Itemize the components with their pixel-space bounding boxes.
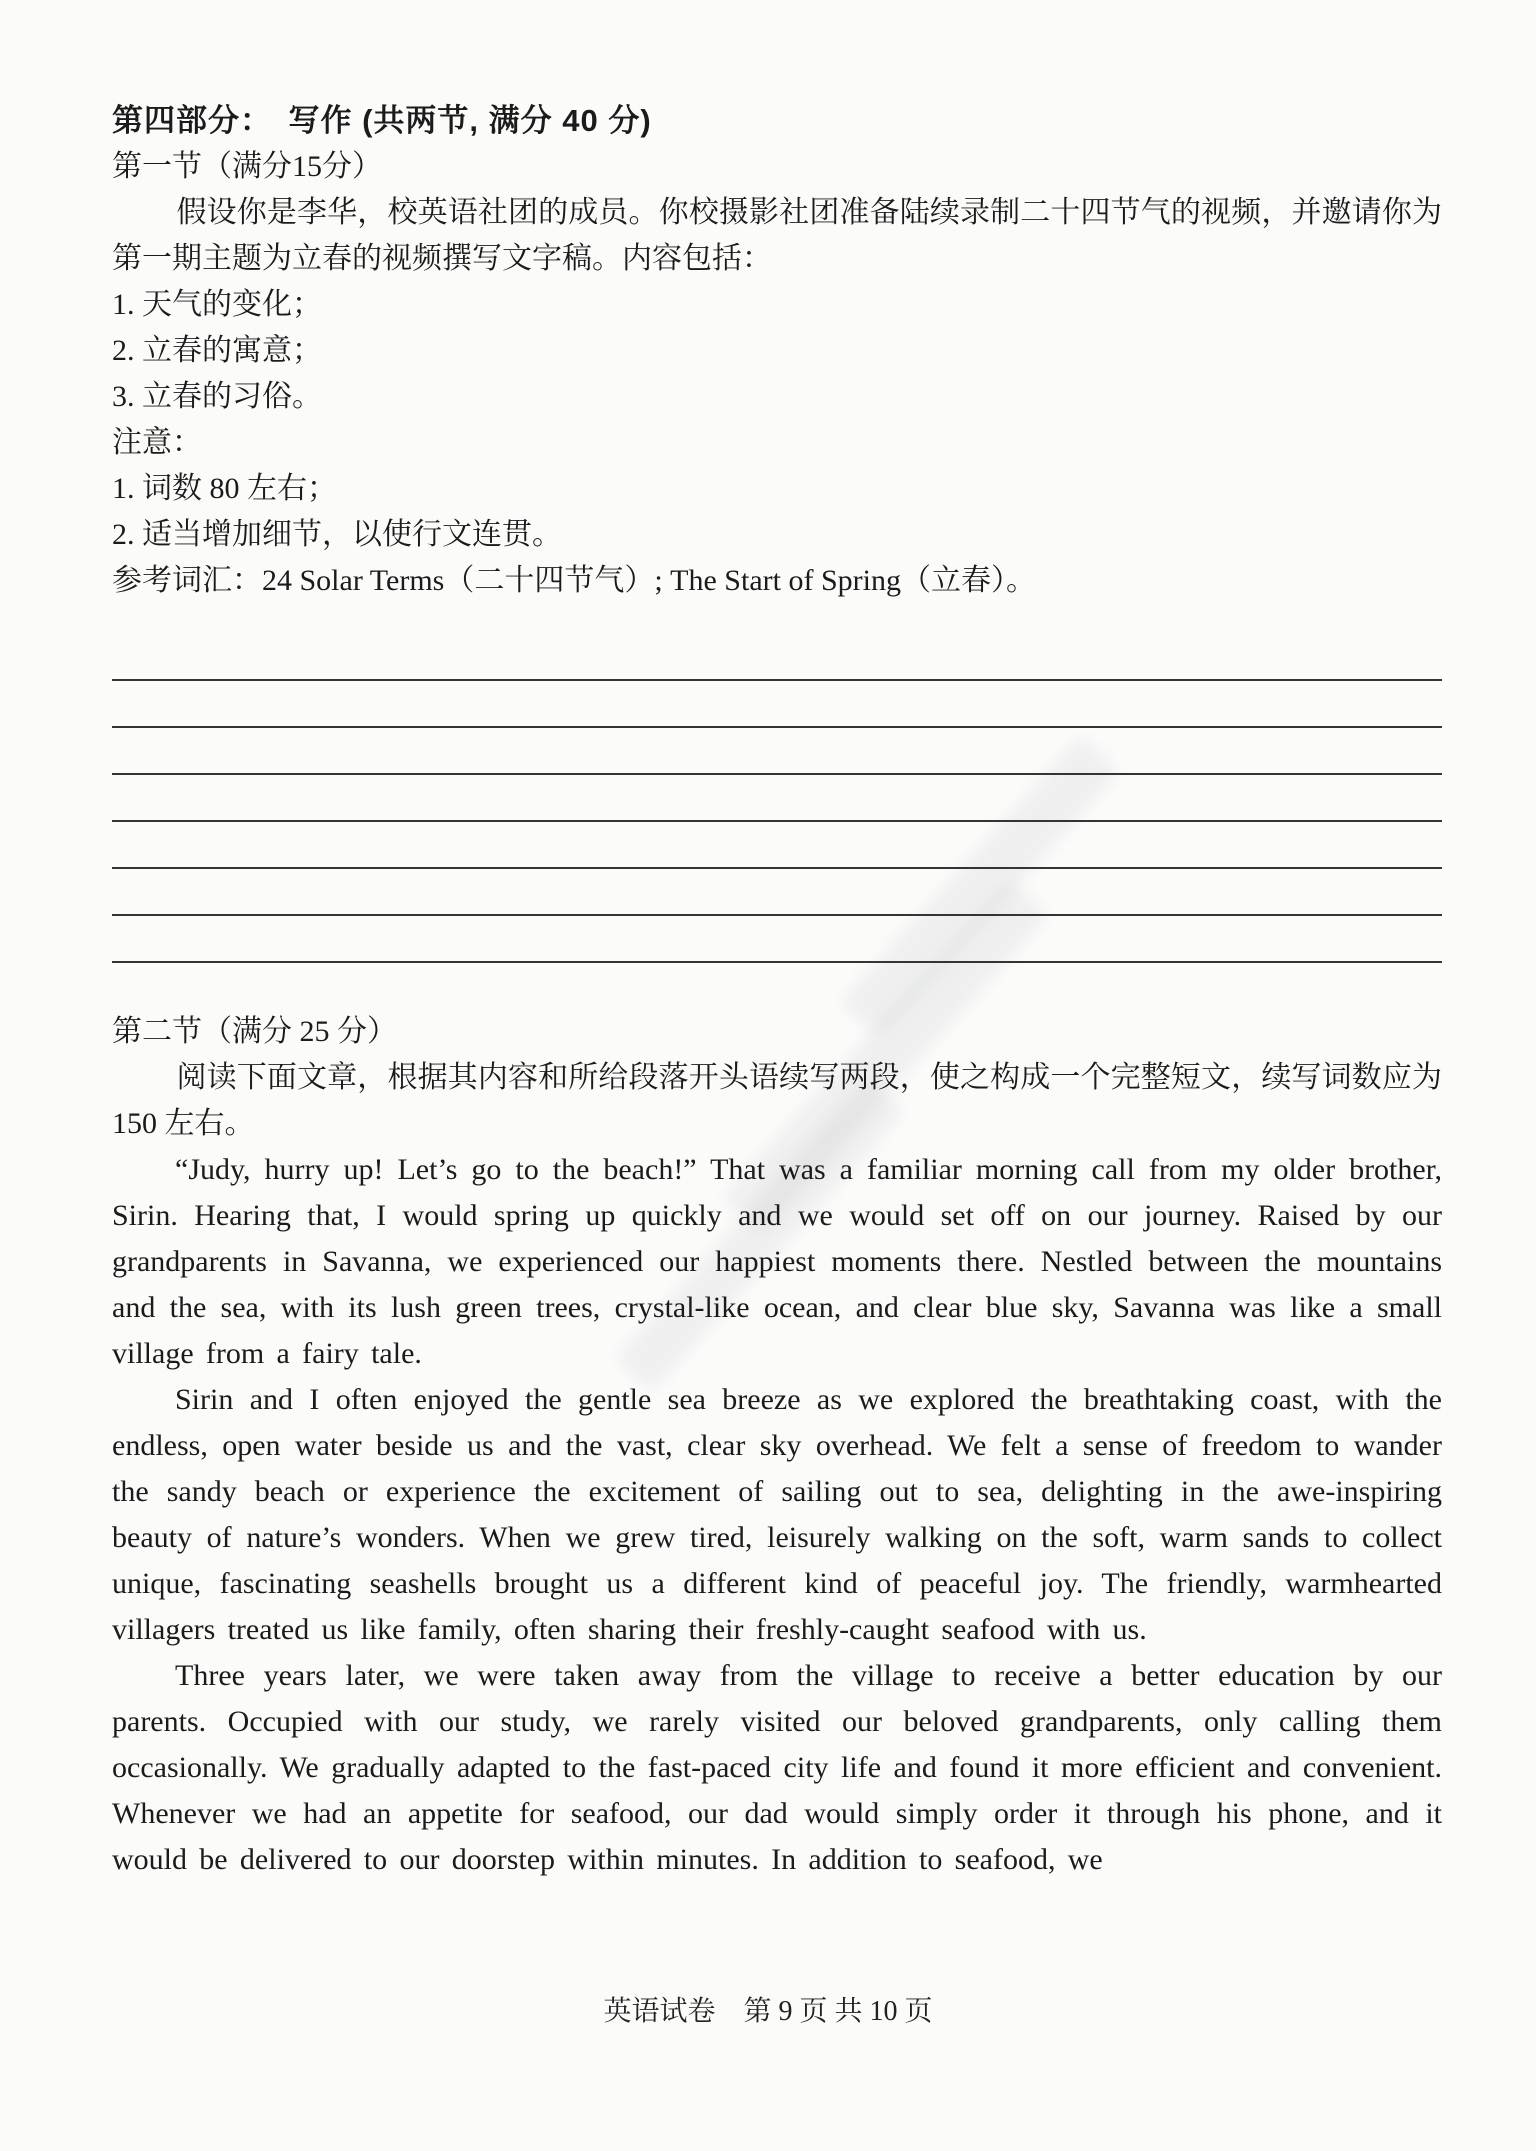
passage-paragraph-1: “Judy, hurry up! Let’s go to the beach!” That was a familiar morning call from my older brother, Sirin. Hearing that, I would spring up quickly and we would set off on our journey. Raised by our grandparents in Savanna, we experienced our happiest moments there. Nestled between the mountains and the sea, with its lush green trees, crystal-like ocean, and clear blue sky, Savanna was like a small village from a fairy tale. xyxy=(112,1153,1442,1370)
passage-paragraph-2: Sirin and I often enjoyed the gentle sea breeze as we explored the breathtaking coast, with the endless, open water beside us and the vast, clear sky overhead. We felt a sense of freedom to wander the sandy beach or experience the excitement of sailing out to sea, delighting in the awe-inspiring beauty of nature’s wonders. When we grew tired, leisurely walking on the soft, warm sands to collect unique, fascinating seashells brought us a different kind of peaceful joy. The friendly, warmhearted villagers treated us like family, often sharing their freshly-caught seafood with us. xyxy=(112,1383,1442,1646)
writing-lines xyxy=(112,634,1442,963)
passage-paragraph-3: Three years later, we were taken away from the village to receive a better education by our parents. Occupied with our study, we rarely visited our beloved grandparents, only calling them occasionally. We gradually adapted to the fast-paced city life and found it more efficient and convenient. Whenever we had an appetite for seafood, our dad would simply order it through his phone, and it would be delivered to our doorstep within minutes. In addition to seafood, we xyxy=(112,1659,1442,1876)
section2-title: 第二节（满分 25 分） xyxy=(112,1015,397,1048)
page-footer: 英语试卷 第 9 页 共 10 页 xyxy=(603,1996,933,2027)
page-content xyxy=(112,98,1442,1883)
part4-heading: 第四部分： 写作 (共两节, 满分 40 分) xyxy=(112,103,652,138)
writing-line xyxy=(112,681,1442,728)
content-point-1: 1. 天气的变化； xyxy=(112,288,322,321)
note-item-2: 2. 适当增加细节，以使行文连贯。 xyxy=(112,518,562,551)
writing-line xyxy=(112,634,1442,681)
writing-line xyxy=(112,728,1442,775)
writing-line xyxy=(112,822,1442,869)
notes-label: 注意： xyxy=(112,426,202,459)
writing-line xyxy=(112,916,1442,963)
writing-line xyxy=(112,869,1442,916)
section1-intro: 假设你是李华，校英语社团的成员。你校摄影社团准备陆续录制二十四节气的视频，并邀请你为第一期主题为立春的视频撰写文字稿。内容包括： xyxy=(112,196,1442,275)
section1-title: 第一节（满分15分） xyxy=(112,150,382,183)
note-item-1: 1. 词数 80 左右； xyxy=(112,472,337,505)
writing-line xyxy=(112,775,1442,822)
content-point-2: 2. 立春的寓意； xyxy=(112,334,322,367)
reference-vocab-line: 参考词汇：24 Solar Terms（二十四节气）; The Start of Spring（立春）。 xyxy=(112,564,1036,597)
section2-instructions: 阅读下面文章，根据其内容和所给段落开头语续写两段，使之构成一个完整短文，续写词数应为 150 左右。 xyxy=(112,1061,1442,1140)
content-point-3: 3. 立春的习俗。 xyxy=(112,380,322,413)
